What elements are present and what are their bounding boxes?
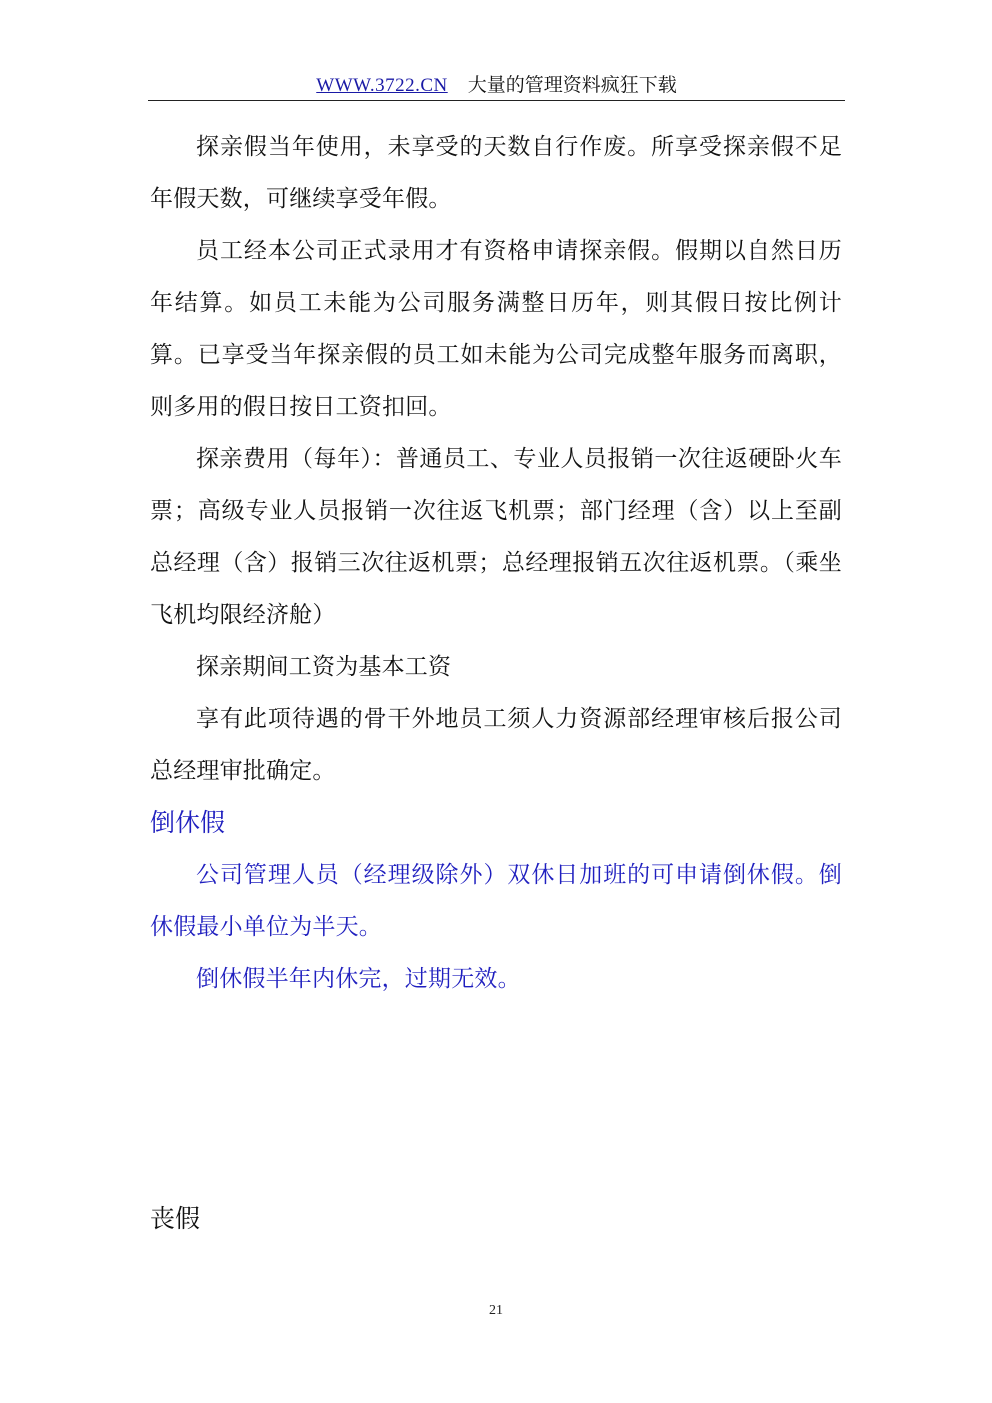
paragraph-home-leave-eligibility: 员工经本公司正式录用才有资格申请探亲假。假期以自然日历年结算。如员工未能为公司服务满整日历年，则其假日按比例计算。已享受当年探亲假的员工如未能为公司完成整年服务而离职，则多用的假日按日工资扣回。 xyxy=(150,238,842,420)
paragraph-home-leave-expenses: 探亲费用（每年）：普通员工、专业人员报销一次往返硬卧火车票；高级专业人员报销一次往返飞机票；部门经理（含）以上至副总经理（含）报销三次往返机票；总经理报销五次往返机票。（乘坐飞机均限经济舱） xyxy=(150,446,842,628)
paragraph-home-leave-salary: 探亲期间工资为基本工资 xyxy=(196,654,452,680)
heading-compensatory-leave: 倒休假 xyxy=(150,808,226,837)
page-number: 21 xyxy=(489,1303,503,1318)
document-body xyxy=(150,121,842,1245)
paragraph-home-leave-approval: 享有此项待遇的骨干外地员工须人力资源部经理审核后报公司总经理审批确定。 xyxy=(150,706,842,784)
header-website-link[interactable]: WWW.3722.CN xyxy=(316,75,448,96)
page-header xyxy=(148,70,845,101)
paragraph-compensatory-leave-expiry: 倒休假半年内休完，过期无效。 xyxy=(196,966,521,992)
blank-space xyxy=(150,1005,842,1193)
heading-bereavement-leave: 丧假 xyxy=(150,1204,201,1233)
header-tagline: 大量的管理资料疯狂下载 xyxy=(467,74,677,96)
paragraph-compensatory-leave-rule: 公司管理人员（经理级除外）双休日加班的可申请倒休假。倒休假最小单位为半天。 xyxy=(150,862,842,940)
paragraph-home-leave-usage: 探亲假当年使用，未享受的天数自行作废。所享受探亲假不足年假天数，可继续享受年假。 xyxy=(150,134,842,212)
